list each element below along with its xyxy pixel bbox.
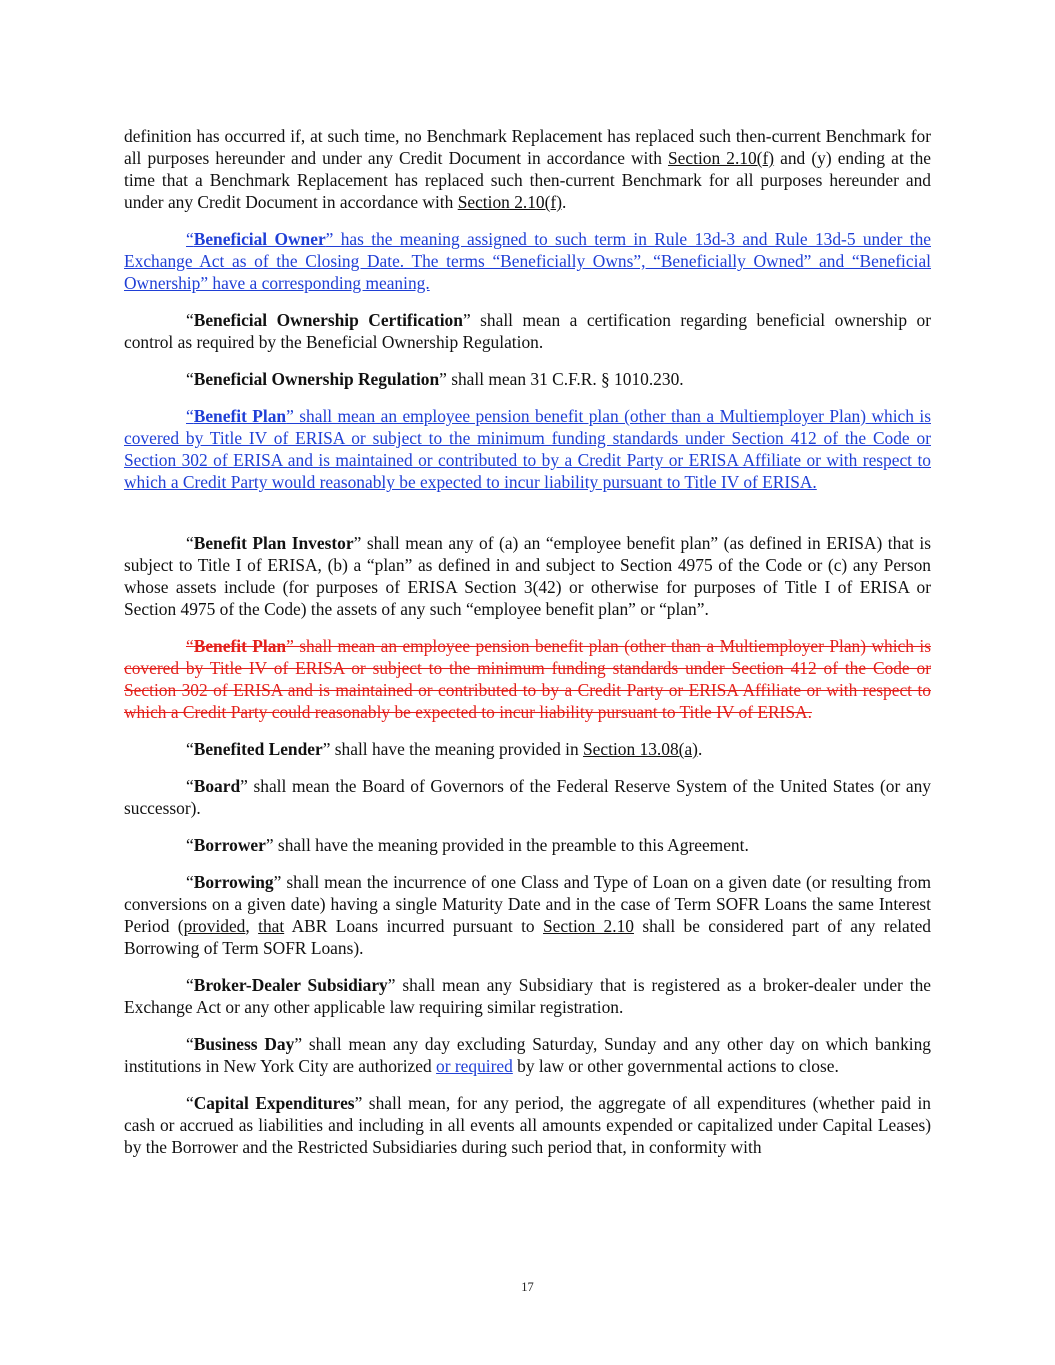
definition-beneficial-ownership-certification: “Beneficial Ownership Certification” shall mean a certification regarding beneficial ownership or control as required by the Beneficial Ownership Regulation. xyxy=(124,310,932,352)
definition-borrower: “Borrower” shall have the meaning provided in the preamble to this Agreement. xyxy=(186,835,749,855)
defined-term: Beneficial Owner xyxy=(193,229,326,249)
paragraph-continuation: definition has occurred if, at such time, no Benchmark Replacement has replaced such then-current Benchmark for all purposes hereunder and under any Credit Document in accordance with Section 2.10(f) and (y) ending at the time that a Benchmark Replacement has replaced such then-current Benchmark for all purposes hereunder and under any Credit Document in accordance with Section 2.10(f). xyxy=(124,126,931,212)
defined-term: Benefit Plan xyxy=(193,636,287,656)
defined-term: Benefited Lender xyxy=(193,739,323,759)
definition-capital-expenditures: “Capital Expenditures” shall mean, for any period, the aggregate of all expenditures (whether paid in cash or accrued as liabilities and including in all events all amounts expended or capitalized under Capital Leases) by the Borrower and the Restricted Subsidiaries during such period that, in conformity with xyxy=(124,1093,932,1157)
definition-business-day: “Business Day” shall mean any day excluding Saturday, Sunday and any other day on which banking institutions in New York City are authorized or required by law or other governmental actions to close. xyxy=(124,1034,931,1076)
defined-term: Beneficial Ownership Certification xyxy=(193,310,463,330)
definition-beneficial-owner-inserted: “Beneficial Owner” has the meaning assigned to such term in Rule 13d-3 and Rule 13d-5 under the Exchange Act as of the Closing Date. The terms “Beneficially Owns”, “Beneficially Owned” and “Beneficial Ownership” have a corresponding meaning. xyxy=(124,229,931,293)
definition-benefit-plan-investor: “Benefit Plan Investor” shall mean any of (a) an “employee benefit plan” (as defined in ERISA) that is subject to Title I of ERISA, (b) a “plan” as defined in and subject to Section 4975 of the Code or (c) any Person whose assets include (for purposes of ERISA Section 3(42) or otherwise for purposes of Title I of ERISA or Section 4975 of the Code) the assets of any such “employee benefit plan” or “plan”. xyxy=(124,533,931,619)
provided-keyword: provided xyxy=(183,916,246,936)
section-reference: Section 2.10(f) xyxy=(457,192,563,212)
definition-borrowing: “Borrowing” shall mean the incurrence of one Class and Type of Loan on a given date (or resulting from conversions on a given date) having a single Maturity Date and in the case of Term SOFR Loans the same Interest Period (provided, that ABR Loans incurred pursuant to Section 2.10 shall be considered part of any related Borrowing of Term SOFR Loans). xyxy=(124,872,932,958)
section-reference: Section 2.10 xyxy=(543,916,634,936)
that-keyword: that xyxy=(258,916,285,936)
defined-term: Business Day xyxy=(193,1034,295,1054)
definition-benefited-lender: “Benefited Lender” shall have the meaning provided in Section 13.08(a). xyxy=(186,739,703,759)
defined-term: Borrower xyxy=(193,835,266,855)
document-page xyxy=(124,125,931,1173)
section-reference: Section 13.08(a) xyxy=(583,739,698,759)
page-number: 17 xyxy=(521,1280,534,1294)
defined-term: Benefit Plan Investor xyxy=(193,533,354,553)
defined-term: Borrowing xyxy=(193,872,274,892)
defined-term: Capital Expenditures xyxy=(193,1093,355,1113)
defined-term: Broker-Dealer Subsidiary xyxy=(193,975,388,995)
defined-term: Benefit Plan xyxy=(193,406,287,426)
definition-broker-dealer-subsidiary: “Broker-Dealer Subsidiary” shall mean any Subsidiary that is registered as a broker-dealer under the Exchange Act or any other applicable law requiring similar registration. xyxy=(124,975,931,1017)
definition-benefit-plan-inserted: “Benefit Plan” shall mean an employee pension benefit plan (other than a Multiemployer Plan) which is covered by Title IV of ERISA or subject to the minimum funding standards under Section 412 of the Code or Section 302 of ERISA and is maintained or contributed to by a Credit Party or ERISA Affiliate or with respect to which a Credit Party would reasonably be expected to incur liability pursuant to Title IV of ERISA. xyxy=(124,406,931,492)
defined-term: Beneficial Ownership Regulation xyxy=(193,369,440,389)
inserted-text: or required xyxy=(436,1056,513,1076)
defined-term: Board xyxy=(193,776,241,796)
definition-beneficial-ownership-regulation: “Beneficial Ownership Regulation” shall mean 31 C.F.R. § 1010.230. xyxy=(186,369,684,389)
section-reference: Section 2.10(f) xyxy=(668,148,775,168)
definition-board: “Board” shall mean the Board of Governors of the Federal Reserve System of the United States (or any successor). xyxy=(124,776,931,818)
definition-benefit-plan-deleted: “Benefit Plan” shall mean an employee pension benefit plan (other than a Multiemployer Plan) which is covered by Title IV of ERISA or subject to the minimum funding standards under Section 412 of the Code or Section 302 of ERISA and is maintained or contributed to by a Credit Party or ERISA Affiliate or with respect to which a Credit Party could reasonably be expected to incur liability pursuant to Title IV of ERISA. xyxy=(124,636,931,722)
